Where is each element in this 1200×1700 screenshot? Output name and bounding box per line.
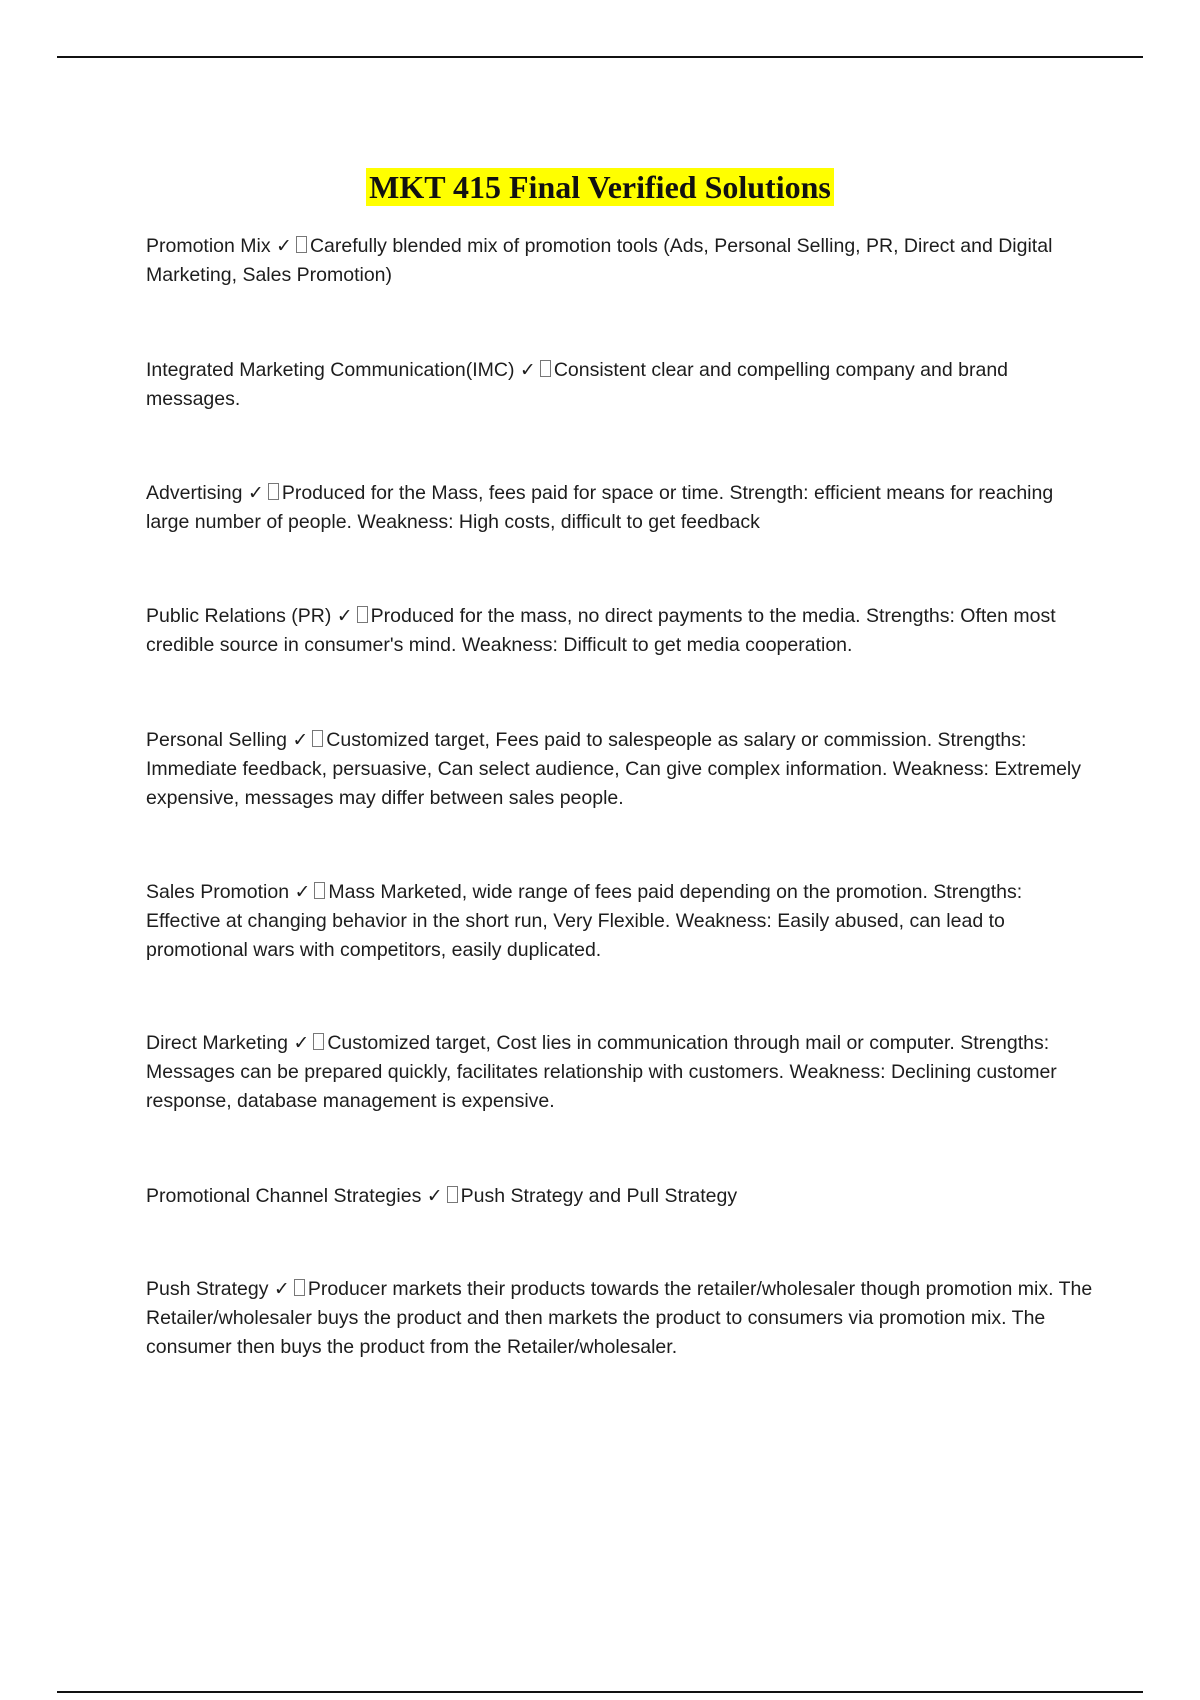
checkmark-icon: ✓ (336, 605, 353, 627)
missing-glyph-box-icon (314, 882, 325, 899)
page-title: MKT 415 Final Verified Solutions (366, 168, 834, 206)
top-rule (57, 56, 1143, 58)
missing-glyph-box-icon (313, 1033, 324, 1050)
missing-glyph-box-icon (357, 606, 368, 623)
missing-glyph-box-icon (540, 360, 551, 377)
entry-term: Advertising (146, 482, 243, 504)
checkmark-icon: ✓ (294, 881, 311, 903)
entry-direct-marketing (146, 1029, 1096, 1116)
checkmark-icon: ✓ (247, 482, 264, 504)
checkmark-icon: ✓ (273, 1278, 290, 1300)
entry-term: Promotional Channel Strategies (146, 1185, 422, 1207)
missing-glyph-box-icon (268, 483, 279, 500)
checkmark-icon: ✓ (276, 235, 292, 257)
entry-personal-selling (146, 726, 1096, 813)
entry-advertising (146, 479, 1096, 537)
missing-glyph-box-icon (296, 236, 307, 253)
entry-public-relations (146, 602, 1096, 660)
entry-definition: Customized target, Cost lies in communication through mail or computer. Strengths: Messages can be prepared quickly, facilitates relationship with customers. Weakness: Declining customer response, database management is expensive. (146, 1032, 1057, 1112)
entry-term: Push Strategy (146, 1278, 269, 1300)
entry-definition: Producer markets their products towards the retailer/wholesaler though promotion mix. The Retailer/wholesaler buys the product and then markets the product to consumers via promotion mix. The consumer then buys the product from the Retailer/wholesaler. (146, 1278, 1093, 1358)
bottom-rule (57, 1691, 1143, 1693)
checkmark-icon: ✓ (519, 359, 536, 381)
entry-definition: Carefully blended mix of promotion tools (Ads, Personal Selling, PR, Direct and Digital Marketing, Sales Promotion) (146, 235, 1053, 286)
entry-promotional-channel-strategies (146, 1182, 1096, 1211)
title-container (0, 168, 1200, 206)
checkmark-icon: ✓ (426, 1185, 443, 1207)
entry-term: Public Relations (PR) (146, 605, 332, 627)
entry-sales-promotion (146, 878, 1096, 965)
entry-term: Sales Promotion (146, 881, 290, 903)
missing-glyph-box-icon (447, 1186, 458, 1203)
missing-glyph-box-icon (312, 730, 323, 747)
checkmark-icon: ✓ (293, 1032, 310, 1054)
entry-promotion-mix (146, 232, 1096, 290)
entry-definition: Produced for the Mass, fees paid for space or time. Strength: efficient means for reaching large number of people. Weakness: High costs, difficult to get feedback (146, 482, 1054, 533)
entry-definition: Customized target, Fees paid to salespeople as salary or commission. Strengths: Immediate feedback, persuasive, Can select audience, Can give complex information. Weakness: Extremely expensive, messages may differ between sales people. (146, 729, 1082, 809)
entry-imc (146, 356, 1096, 414)
entry-term: Promotion Mix (146, 235, 271, 257)
checkmark-icon: ✓ (292, 729, 309, 751)
entry-term: Integrated Marketing Communication(IMC) (146, 359, 515, 381)
entry-definition: Produced for the mass, no direct payments to the media. Strengths: Often most credible source in consumer's mind. Weakness: Difficult to get media cooperation. (146, 605, 1056, 656)
entry-term: Direct Marketing (146, 1032, 288, 1054)
entry-definition: Push Strategy and Pull Strategy (460, 1185, 738, 1207)
missing-glyph-box-icon (294, 1279, 305, 1296)
entry-definition: Consistent clear and compelling company and brand messages. (146, 359, 1009, 410)
entry-definition: Mass Marketed, wide range of fees paid depending on the promotion. Strengths: Effective at changing behavior in the short run, Very Flexible. Weakness: Easily abused, can lead to promotional wars with competitors, easily duplicated. (146, 881, 1023, 961)
entry-term: Personal Selling (146, 729, 287, 751)
entry-push-strategy (146, 1275, 1096, 1362)
